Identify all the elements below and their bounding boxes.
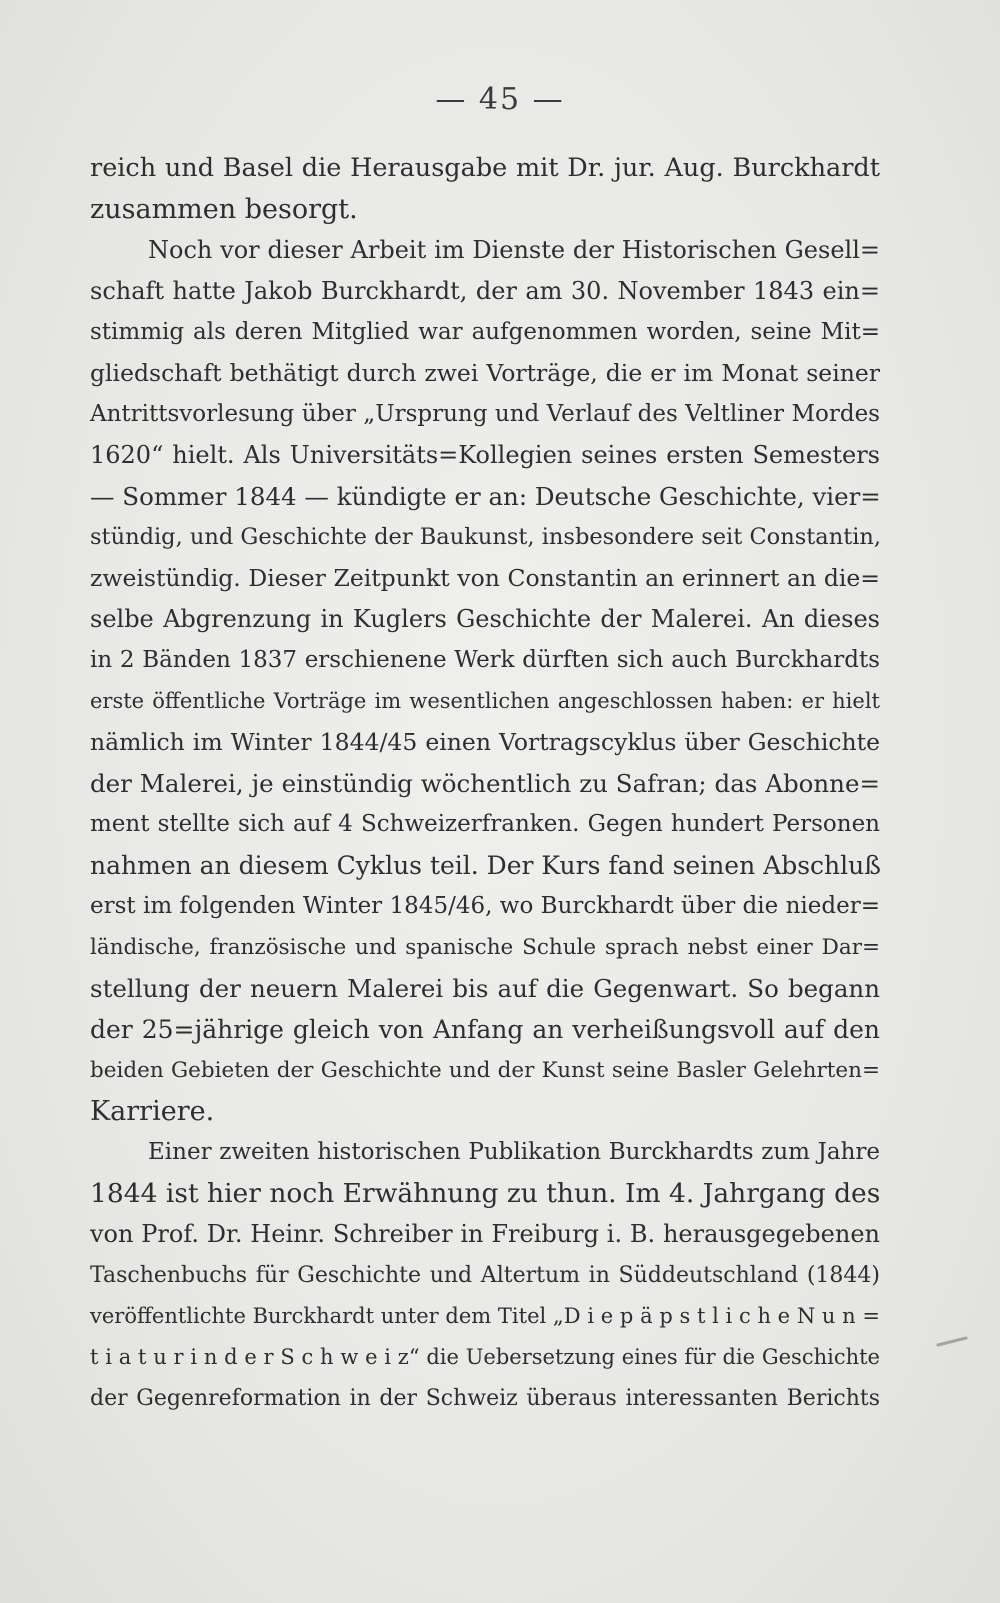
text-line: Noch vor dieser Arbeit im Dienste der Historischen Gesell= — [148, 236, 880, 264]
text-line: ment stellte sich auf 4 Schweizerfranken. Gegen hundert Personen — [90, 811, 880, 837]
text-line: nahmen an diesem Cyklus teil. Der Kurs fand seinen Abschluß — [90, 851, 881, 880]
text-line: stimmig als deren Mitglied war aufgenommen worden, seine Mit= — [90, 319, 880, 345]
text-line: gliedschaft bethätigt durch zwei Vorträge, die er im Monat seiner — [90, 359, 880, 387]
text-line: reich und Basel die Herausgabe mit Dr. jur. Aug. Burckhardt — [90, 153, 880, 183]
text-line: der Malerei, je einstündig wöchentlich zu Safran; das Abonne= — [90, 769, 880, 798]
margin-pencil-mark — [936, 1336, 968, 1347]
text-line: selbe Abgrenzung in Kuglers Geschichte der Malerei. An dieses — [90, 605, 880, 633]
text-line: Taschenbuchs für Geschichte und Altertum in Süddeutschland (1844) — [90, 1263, 880, 1288]
text-line: der 25=jährige gleich von Anfang an verheißungsvoll auf den — [90, 1015, 880, 1044]
text-line: von Prof. Dr. Heinr. Schreiber in Freiburg i. B. herausgegebenen — [90, 1220, 880, 1248]
text-line: der Gegenreformation in der Schweiz überaus interessanten Berichts — [90, 1386, 880, 1411]
text-line: erste öffentliche Vorträge im wesentlichen angeschlossen haben: er hielt — [90, 689, 880, 713]
text-line: ländische, französische und spanische Schule sprach nebst einer Dar= — [90, 935, 880, 960]
body-text — [90, 148, 880, 1419]
text-line: 1620“ hielt. Als Universitäts=Kollegien seines ersten Semesters — [90, 441, 880, 469]
text-line: zweistündig. Dieser Zeitpunkt von Constantin an erinnert an die= — [90, 564, 880, 592]
text-line: Karriere. — [90, 1096, 215, 1127]
text-line: nämlich im Winter 1844/45 einen Vortragscyklus über Geschichte — [90, 728, 880, 756]
text-line: schaft hatte Jakob Burckhardt, der am 30. November 1843 ein= — [90, 277, 880, 305]
text-line: veröffentlichte Burckhardt unter dem Titel „D i e p ä p s t l i c h e N u n = — [90, 1304, 880, 1328]
text-line: stellung der neuern Malerei bis auf die Gegenwart. So begann — [90, 974, 880, 1003]
text-line: Einer zweiten historischen Publikation Burckhardts zum Jahre — [148, 1139, 880, 1165]
text-line: in 2 Bänden 1837 erschienene Werk dürften sich auch Burckhardts — [90, 647, 880, 673]
text-line: stündig, und Geschichte der Baukunst, insbesondere seit Constantin, — [90, 524, 882, 550]
text-line: 1844 ist hier noch Erwähnung zu thun. Im 4. Jahrgang des — [90, 1178, 881, 1209]
page-number: — 45 — — [435, 82, 565, 117]
text-line: beiden Gebieten der Geschichte und der Kunst seine Basler Gelehrten= — [90, 1058, 880, 1083]
text-line: zusammen besorgt. — [90, 194, 358, 225]
text-line: t i a t u r i n d e r S c h w e i z“ die Uebersetzung eines für die Geschichte — [90, 1345, 880, 1369]
text-line: — Sommer 1844 — kündigte er an: Deutsche Geschichte, vier= — [90, 482, 881, 511]
text-line: Antrittsvorlesung über „Ursprung und Verlauf des Veltliner Mordes — [90, 401, 880, 427]
text-line: erst im folgenden Winter 1845/46, wo Burckhardt über die nieder= — [90, 893, 880, 919]
